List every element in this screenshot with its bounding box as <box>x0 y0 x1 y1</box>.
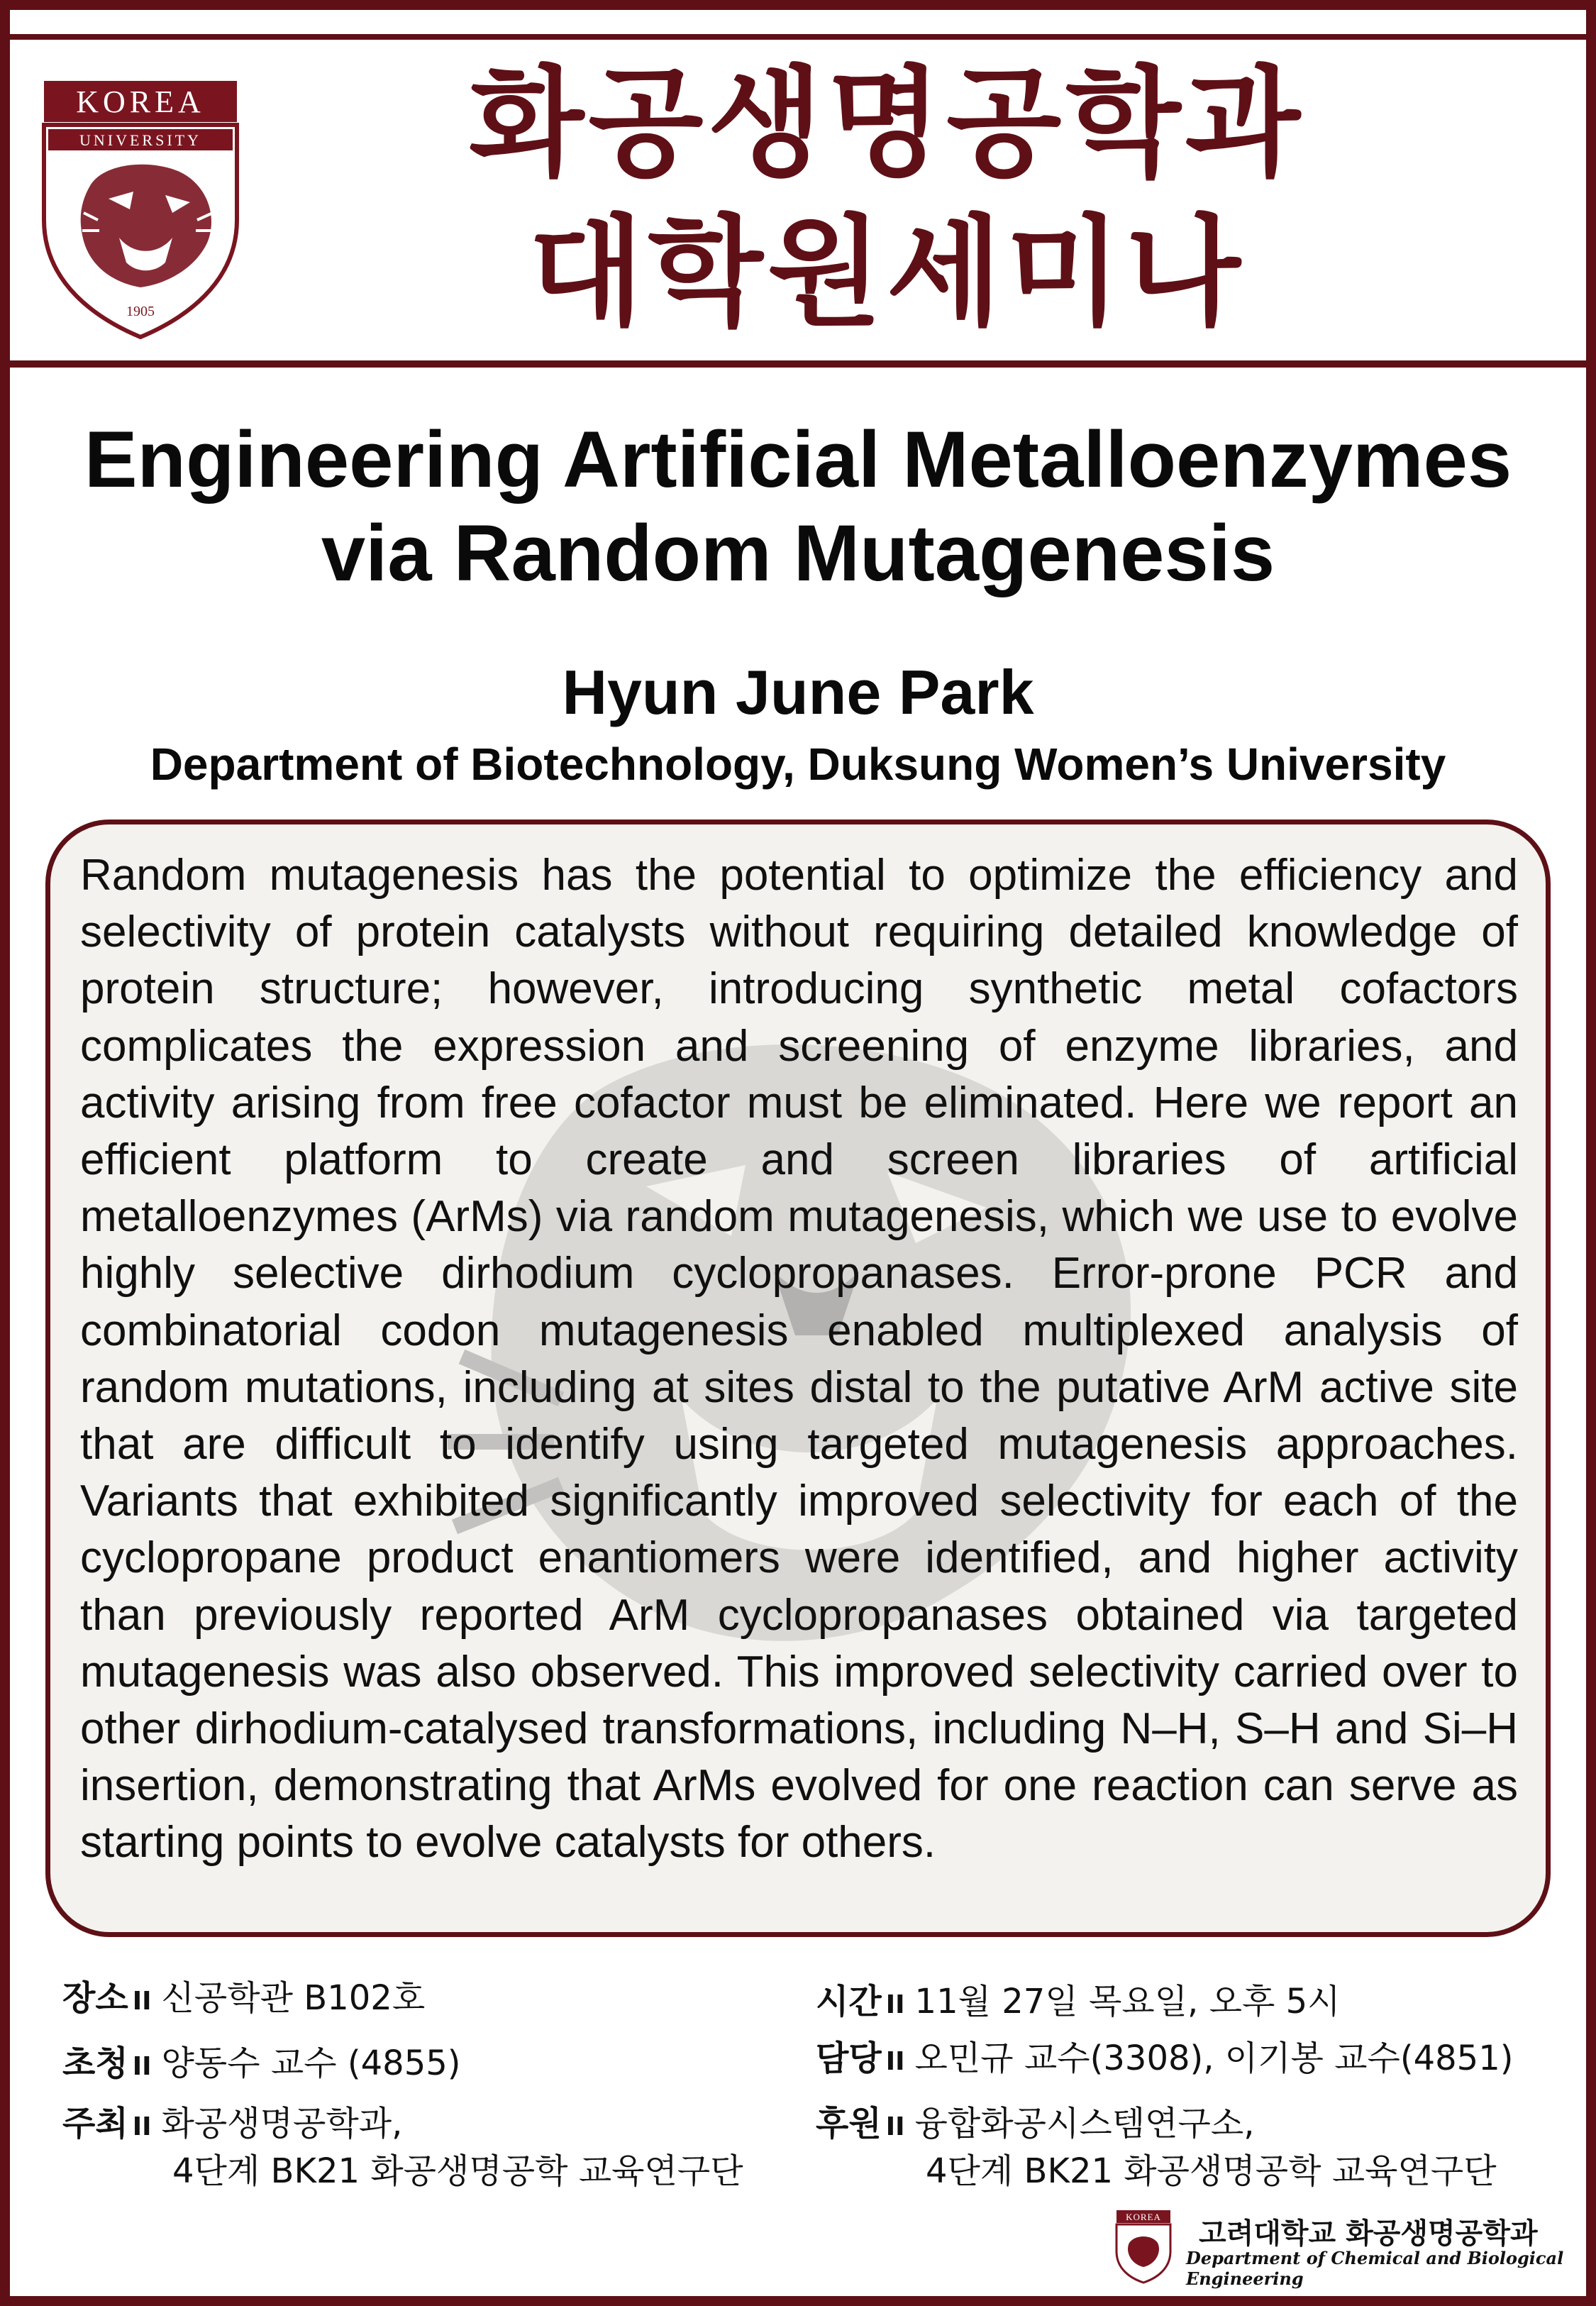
info-contact <box>816 2036 1513 2084</box>
footer-korea-university-logo <box>1115 2209 1172 2284</box>
info-organizer-value-2: 4단계 BK21 화공생명공학 교육연구단 <box>172 2151 743 2191</box>
info-location-label: 장소 <box>62 1978 128 2018</box>
info-separator: II <box>132 2052 152 2081</box>
info-separator: II <box>885 2047 905 2076</box>
speaker-affiliation: Department of Biotechnology, Duksung Women’s University <box>150 739 1446 790</box>
footer-department-english: Department of Chemical and Biological Engineering <box>1186 2248 1564 2289</box>
info-time-value: 11월 27일 목요일, 오후 5시 <box>914 1982 1341 2021</box>
info-organizer <box>62 2102 743 2193</box>
info-sponsor <box>816 2102 1497 2193</box>
info-separator: II <box>132 2112 152 2141</box>
info-separator: II <box>885 1990 905 2019</box>
info-host <box>62 2041 461 2089</box>
info-time <box>816 1980 1340 2027</box>
info-sponsor-value-1: 융합화공시스템연구소, <box>914 2104 1255 2144</box>
info-host-label: 초청 <box>62 2043 128 2083</box>
talk-title <box>28 413 1568 600</box>
abstract-text: Random mutagenesis has the potential to optimize the efficiency and selectivity of protein catalysts without requiring detailed knowledge of protein structure; however, introducing synthetic metal cofactors complicates the expression and screening of enzyme libraries, and activity arising from free cofactor must be eliminated. Here we report an efficient platform to create and screen libraries of artificial metalloenzymes (ArMs) via random mutagenesis, which we use to evolve highly selective dirhodium cyclopropanases. Error-prone PCR and combinatorial codon mutagenesis enabled multiplexed analysis of random mutations, including at sites distal to the putative ArM active site that are difficult to identify using targeted mutagenesis approaches. Variants that exhibited significantly improved selectivity for each of the cyclopropane product enantiomers were identified, and higher activity than previously reported ArM cyclopropanases obtained via targeted mutagenesis was also observed. This improved selectivity carried over to other dirhodium-catalysed transformations, including N–H, S–H and Si–H insertion, demonstrating that ArMs evolved for one reaction can serve as starting points to evolve catalysts for others. <box>80 851 1518 1868</box>
info-location <box>62 1976 425 2024</box>
seminar-title-line1: 화공생명공학과 <box>468 54 1305 193</box>
info-sponsor-value-2: 4단계 BK21 화공생명공학 교육연구단 <box>926 2151 1497 2191</box>
logo-year-text: 1905 <box>126 304 155 319</box>
info-host-value: 양동수 교수 (4855) <box>161 2043 461 2083</box>
talk-title-line2: via Random Mutagenesis <box>321 509 1275 597</box>
seminar-title-line2: 대학원세미나 <box>528 203 1245 342</box>
info-separator: II <box>132 1987 152 2016</box>
header-bottom-rule <box>0 360 1596 368</box>
logo-title-text: KOREA <box>76 84 205 119</box>
footer-department-korean: 고려대학교 화공생명공학과 <box>1199 2217 1538 2250</box>
info-organizer-label: 주최 <box>62 2104 128 2144</box>
info-location-value: 신공학관 B102호 <box>161 1978 426 2018</box>
info-organizer-value-1: 화공생명공학과, <box>161 2104 403 2144</box>
abstract-box <box>45 820 1551 1937</box>
info-sponsor-label: 후원 <box>816 2104 882 2144</box>
info-time-label: 시간 <box>816 1982 882 2021</box>
speaker-name: Hyun June Park <box>562 657 1034 727</box>
info-contact-label: 담당 <box>816 2039 882 2078</box>
footer-logo-text: KOREA <box>1126 2212 1161 2222</box>
korea-university-logo <box>41 78 240 341</box>
talk-title-line1: Engineering Artificial Metalloenzymes <box>84 415 1512 504</box>
info-contact-value: 오민규 교수(3308), 이기봉 교수(4851) <box>914 2039 1514 2078</box>
header-top-rule <box>0 34 1596 40</box>
info-separator: II <box>885 2112 905 2141</box>
logo-subtitle-text: UNIVERSITY <box>79 131 201 149</box>
